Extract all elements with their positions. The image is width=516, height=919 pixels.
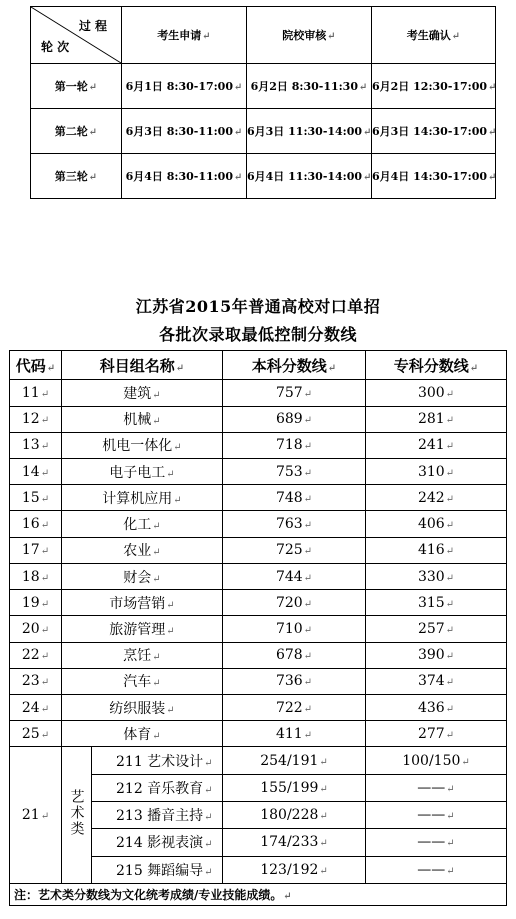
subject-cell: 机电一体化↵ (62, 432, 223, 458)
subject-cell: 机械↵ (62, 406, 223, 432)
score-row (10, 485, 507, 511)
note-row (10, 883, 507, 905)
college-score-cell: 300↵ (366, 380, 507, 406)
score-row (10, 380, 507, 406)
art-subject-cell: 215 舞蹈编导↵ (92, 856, 223, 883)
college-score-cell: 315↵ (366, 590, 507, 616)
subject-cell: 建筑↵ (62, 380, 223, 406)
round-label: 第三轮↵ (31, 154, 122, 199)
subject-cell: 财会↵ (62, 563, 223, 589)
col-header-review: 院校审核↵ (247, 7, 372, 64)
subject-cell: 市场营销↵ (62, 590, 223, 616)
college-score-cell: 277↵ (366, 721, 507, 747)
col-header-confirm: 考生确认↵ (372, 7, 496, 64)
art-subject-cell: 214 影视表演↵ (92, 829, 223, 856)
code-cell: 17↵ (10, 537, 62, 563)
time-cell: 6月4日 11:30-14:00↵ (247, 154, 372, 199)
bachelor-score-cell: 411↵ (223, 721, 366, 747)
document-subtitle: 各批次录取最低控制分数线 (158, 325, 357, 344)
subject-cell: 农业↵ (62, 537, 223, 563)
schedule-row (31, 64, 496, 109)
bachelor-score-cell: 757↵ (223, 380, 366, 406)
diagonal-header-cell (31, 7, 122, 64)
art-sub-row (10, 747, 507, 774)
art-subject-cell: 213 播音主持↵ (92, 801, 223, 828)
college-score-cell: ——↵ (366, 774, 507, 801)
subject-cell: 旅游管理↵ (62, 616, 223, 642)
score-row (10, 406, 507, 432)
score-row (10, 511, 507, 537)
subject-cell: 体育↵ (62, 721, 223, 747)
college-score-cell: ——↵ (366, 829, 507, 856)
code-cell: 15↵ (10, 485, 62, 511)
time-cell: 6月1日 8:30-17:00↵ (122, 64, 247, 109)
col-header-subject: 科目组名称↵ (62, 351, 223, 380)
time-cell: 6月4日 14:30-17:00↵ (372, 154, 496, 199)
art-code-cell: 21↵ (10, 747, 62, 883)
subject-cell: 汽车↵ (62, 668, 223, 694)
score-row (10, 616, 507, 642)
subject-cell: 电子电工↵ (62, 459, 223, 485)
subject-cell: 化工↵ (62, 511, 223, 537)
score-row (10, 668, 507, 694)
score-row (10, 563, 507, 589)
code-cell: 16↵ (10, 511, 62, 537)
score-row (10, 459, 507, 485)
bachelor-score-cell: 736↵ (223, 668, 366, 694)
code-cell: 11↵ (10, 380, 62, 406)
bachelor-score-cell: 710↵ (223, 616, 366, 642)
college-score-cell: 310↵ (366, 459, 507, 485)
code-cell: 12↵ (10, 406, 62, 432)
art-category-label: 艺术类 (62, 747, 92, 883)
round-label: 第二轮↵ (31, 109, 122, 154)
header-process-label: 过 程 (78, 19, 107, 33)
score-header-row (10, 351, 507, 380)
col-header-college: 专科分数线↵ (366, 351, 507, 380)
art-subject-cell: 212 音乐教育↵ (92, 774, 223, 801)
college-score-cell: ——↵ (366, 856, 507, 883)
time-cell: 6月4日 8:30-11:00↵ (122, 154, 247, 199)
note-cell: 注：艺术类分数线为文化统考成绩/专业技能成绩。↵ (10, 883, 507, 905)
bachelor-score-cell: 720↵ (223, 590, 366, 616)
score-row (10, 642, 507, 668)
bachelor-score-cell: 689↵ (223, 406, 366, 432)
col-header-bachelor: 本科分数线↵ (223, 351, 366, 380)
bachelor-score-cell: 254/191↵ (223, 747, 366, 774)
round-label: 第一轮↵ (31, 64, 122, 109)
college-score-cell: 390↵ (366, 642, 507, 668)
schedule-table (30, 6, 496, 199)
code-cell: 18↵ (10, 563, 62, 589)
college-score-cell: 257↵ (366, 616, 507, 642)
score-row (10, 432, 507, 458)
time-cell: 6月3日 14:30-17:00↵ (372, 109, 496, 154)
college-score-cell: 416↵ (366, 537, 507, 563)
schedule-row (31, 109, 496, 154)
code-cell: 23↵ (10, 668, 62, 694)
college-score-cell: 100/150↵ (366, 747, 507, 774)
score-row (10, 590, 507, 616)
bachelor-score-cell: 725↵ (223, 537, 366, 563)
college-score-cell: 241↵ (366, 432, 507, 458)
time-cell: 6月2日 12:30-17:00↵ (372, 64, 496, 109)
score-row (10, 537, 507, 563)
college-score-cell: 374↵ (366, 668, 507, 694)
college-score-cell: 330↵ (366, 563, 507, 589)
time-cell: 6月2日 8:30-11:30↵ (247, 64, 372, 109)
code-cell: 14↵ (10, 459, 62, 485)
bachelor-score-cell: 744↵ (223, 563, 366, 589)
college-score-cell: 281↵ (366, 406, 507, 432)
col-header-code: 代码↵ (10, 351, 62, 380)
bachelor-score-cell: 753↵ (223, 459, 366, 485)
college-score-cell: 406↵ (366, 511, 507, 537)
bachelor-score-cell: 722↵ (223, 695, 366, 721)
header-round-label: 轮 次 (41, 40, 70, 54)
bachelor-score-cell: 180/228↵ (223, 801, 366, 828)
score-table (9, 350, 507, 906)
col-header-apply: 考生申请↵ (122, 7, 247, 64)
subject-cell: 纺织服装↵ (62, 695, 223, 721)
code-cell: 25↵ (10, 721, 62, 747)
code-cell: 19↵ (10, 590, 62, 616)
bachelor-score-cell: 718↵ (223, 432, 366, 458)
subject-cell: 烹饪↵ (62, 642, 223, 668)
college-score-cell: ——↵ (366, 801, 507, 828)
art-subject-cell: 211 艺术设计↵ (92, 747, 223, 774)
bachelor-score-cell: 123/192↵ (223, 856, 366, 883)
code-cell: 20↵ (10, 616, 62, 642)
score-row (10, 695, 507, 721)
time-cell: 6月3日 11:30-14:00↵ (247, 109, 372, 154)
college-score-cell: 436↵ (366, 695, 507, 721)
document-title: 江苏省2015年普通高校对口单招 (135, 297, 381, 316)
code-cell: 24↵ (10, 695, 62, 721)
bachelor-score-cell: 678↵ (223, 642, 366, 668)
schedule-row (31, 154, 496, 199)
college-score-cell: 242↵ (366, 485, 507, 511)
bachelor-score-cell: 748↵ (223, 485, 366, 511)
code-cell: 13↵ (10, 432, 62, 458)
bachelor-score-cell: 174/233↵ (223, 829, 366, 856)
code-cell: 22↵ (10, 642, 62, 668)
bachelor-score-cell: 155/199↵ (223, 774, 366, 801)
time-cell: 6月3日 8:30-11:00↵ (122, 109, 247, 154)
subject-cell: 计算机应用↵ (62, 485, 223, 511)
score-row (10, 721, 507, 747)
bachelor-score-cell: 763↵ (223, 511, 366, 537)
